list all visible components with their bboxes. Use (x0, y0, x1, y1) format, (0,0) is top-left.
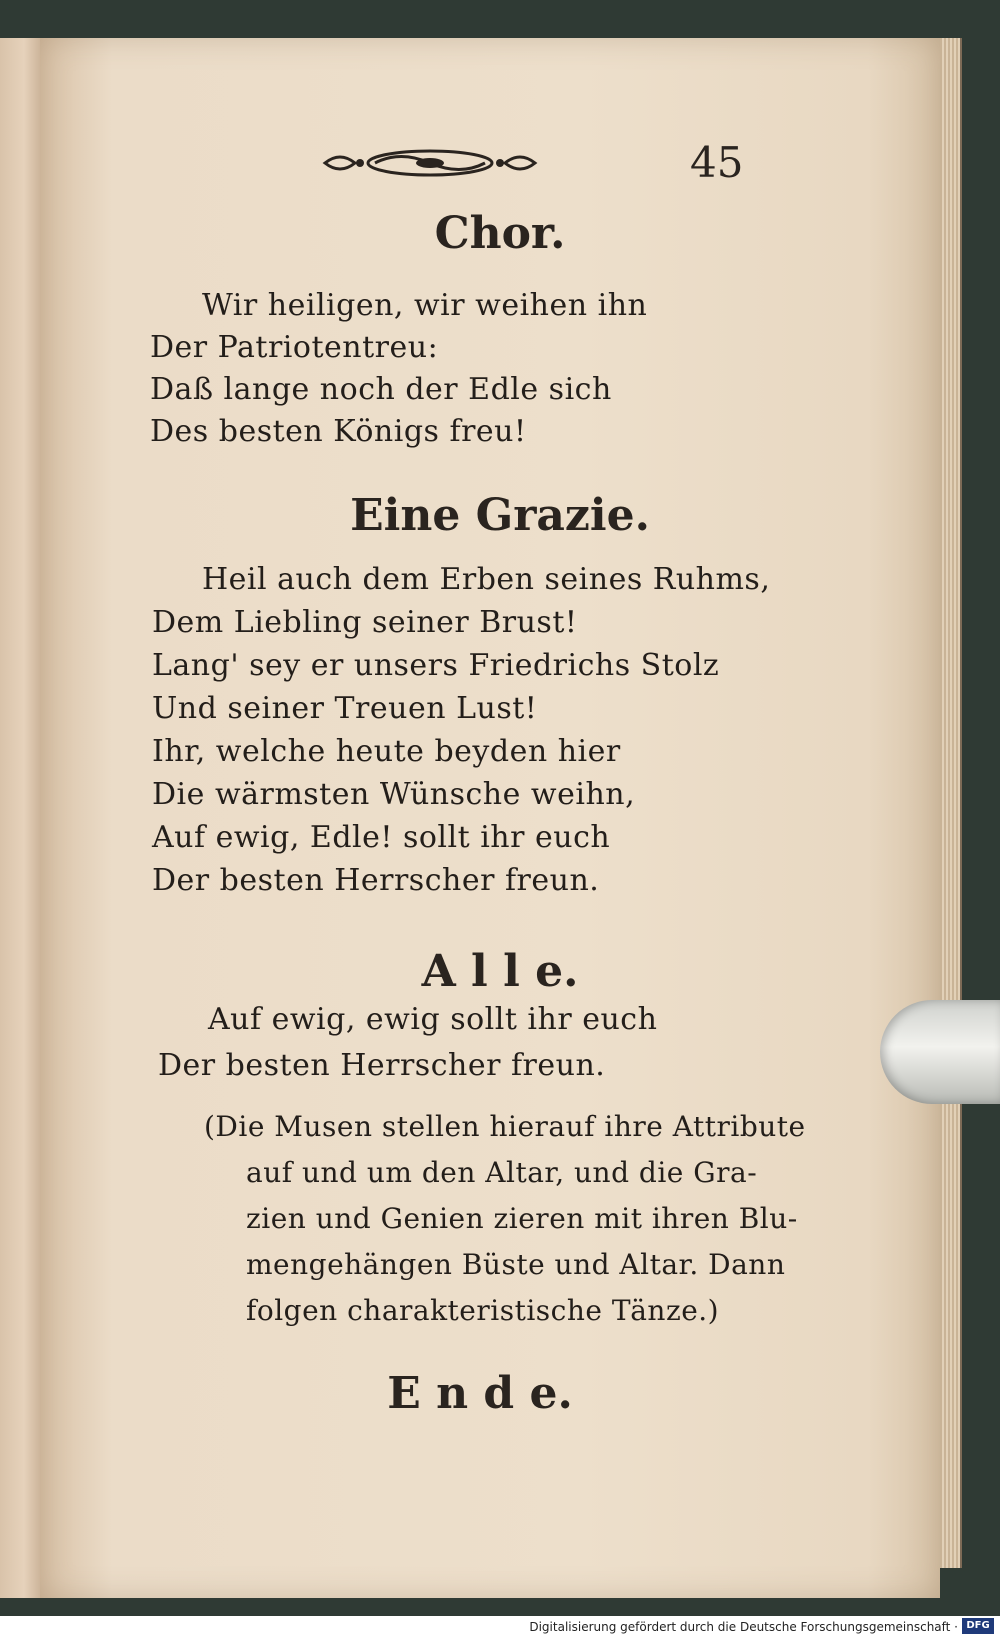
heading-grazie: Eine Grazie. (350, 490, 650, 541)
verse-line: Der Patriotentreu: (150, 330, 439, 365)
facing-page-edge (0, 38, 42, 1598)
verse-line: Der besten Herrscher freun. (158, 1048, 606, 1083)
stage-direction-line: zien und Genien zieren mit ihren Blu- (246, 1202, 798, 1235)
stage-direction-line: folgen charakteristische Tänze.) (246, 1294, 720, 1327)
page-stack-edge (940, 38, 962, 1568)
verse-line: Und seiner Treuen Lust! (152, 691, 538, 726)
digitization-credit: Digitalisierung gefördert durch die Deutsche Forschungsgemeinschaft · (529, 1620, 958, 1634)
verse-line: Der besten Herrscher freun. (152, 863, 600, 898)
verse-line: Die wärmsten Wünsche weihn, (152, 777, 636, 812)
book-clip (880, 1000, 1000, 1104)
verse-line: Heil auch dem Erben seines Ruhms, (202, 562, 771, 597)
heading-ende: E n d e. (387, 1368, 573, 1419)
verse-line: Wir heiligen, wir weihen ihn (202, 288, 648, 323)
verse-line: Auf ewig, Edle! sollt ihr euch (152, 820, 611, 855)
heading-chor: Chor. (434, 208, 566, 259)
page-number: 45 (690, 138, 744, 187)
verse-line: Daß lange noch der Edle sich (150, 372, 612, 407)
verse-line: Lang' sey er unsers Friedrichs Stolz (152, 648, 720, 683)
stage-direction-line: auf und um den Altar, und die Gra- (246, 1156, 758, 1189)
dfg-logo-icon: DFG (962, 1618, 994, 1634)
ornament-icon (320, 146, 540, 180)
stage-direction-line: (Die Musen stellen hierauf ihre Attribute (204, 1110, 806, 1143)
verse-line: Auf ewig, ewig sollt ihr euch (208, 1002, 658, 1037)
verse-line: Ihr, welche heute beyden hier (152, 734, 621, 769)
verse-line: Des besten Königs freu! (150, 414, 527, 449)
verse-line: Dem Liebling seiner Brust! (152, 605, 578, 640)
heading-alle: A l l e. (421, 946, 579, 997)
book-page (40, 38, 940, 1598)
stage-direction-line: mengehängen Büste und Altar. Dann (246, 1248, 786, 1281)
